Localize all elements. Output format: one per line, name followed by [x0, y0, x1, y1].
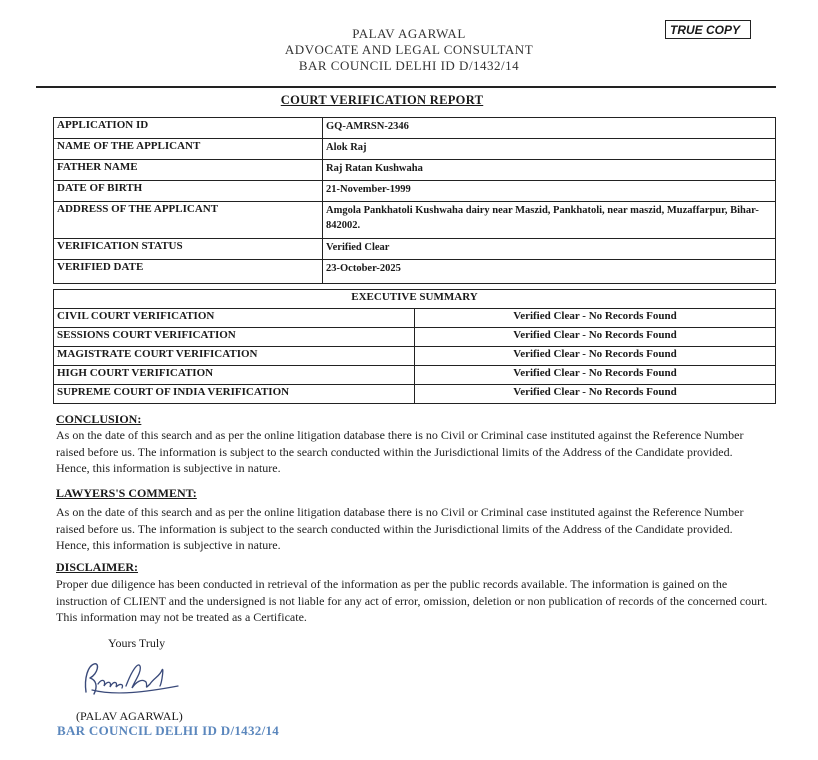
table-row: [54, 139, 776, 160]
court-label: HIGH COURT VERIFICATION: [54, 366, 415, 385]
detail-value: Raj Ratan Kushwaha: [323, 160, 776, 181]
signatory-bar-id: BAR COUNCIL DELHI ID D/1432/14: [57, 723, 280, 738]
table-row: [54, 202, 776, 239]
table-caption-row: [54, 290, 776, 309]
detail-label: NAME OF THE APPLICANT: [54, 139, 323, 160]
report-title: COURT VERIFICATION REPORT: [280, 93, 484, 107]
advocate-name: PALAV AGARWAL: [352, 26, 466, 41]
applicant-details-table: [53, 117, 776, 284]
court-result: Verified Clear - No Records Found: [415, 385, 776, 404]
table-row: [54, 260, 776, 284]
detail-label: FATHER NAME: [54, 160, 323, 181]
handwritten-signature: [76, 656, 186, 709]
detail-value: Alok Raj: [323, 139, 776, 160]
court-result: Verified Clear - No Records Found: [415, 328, 776, 347]
table-row: [54, 181, 776, 202]
detail-value: GQ-AMRSN-2346: [323, 118, 776, 139]
table-row: [54, 347, 776, 366]
detail-label: VERIFIED DATE: [54, 260, 323, 284]
summary-caption: EXECUTIVE SUMMARY: [54, 290, 776, 309]
detail-value: Amgola Pankhatoli Kushwaha dairy near Maszid, Pankhatoli, near maszid, Muzaffarpur, Bihar-842002.: [323, 202, 776, 239]
signatory-name: (PALAV AGARWAL): [76, 709, 183, 723]
table-row: [54, 366, 776, 385]
detail-value: 23-October-2025: [323, 260, 776, 284]
executive-summary-table: [53, 289, 776, 404]
detail-label: ADDRESS OF THE APPLICANT: [54, 202, 323, 239]
disclaimer-heading: DISCLAIMER:: [56, 560, 139, 574]
conclusion-text: As on the date of this search and as per the online litigation database there is no Civil or Criminal case instituted against the Reference Number raised before us. The information is subject to the search conducted within the Jurisdictional limits of the Address of the Candidate provided. Hence, this information is subjective in nature.: [56, 428, 744, 475]
advocate-role: ADVOCATE AND LEGAL CONSULTANT: [284, 42, 534, 57]
detail-value: 21-November-1999: [323, 181, 776, 202]
detail-label: APPLICATION ID: [54, 118, 323, 139]
closing-salutation: Yours Truly: [108, 636, 166, 650]
lawyers-comment-text: As on the date of this search and as per the online litigation database there is no Civil or Criminal case instituted against the Reference Number raised before us. The information is subject to the search conducted within the Jurisdictional limits of the Address of the Candidate provided. Hence, this information is subjective in nature.: [56, 505, 744, 552]
court-label: SESSIONS COURT VERIFICATION: [54, 328, 415, 347]
table-row: [54, 160, 776, 181]
true-copy-stamp: TRUE COPY: [665, 20, 751, 39]
detail-label: DATE OF BIRTH: [54, 181, 323, 202]
table-row: [54, 118, 776, 139]
court-result: Verified Clear - No Records Found: [415, 366, 776, 385]
conclusion-heading: CONCLUSION:: [56, 412, 142, 426]
table-row: [54, 239, 776, 260]
court-label: CIVIL COURT VERIFICATION: [54, 309, 415, 328]
table-row: [54, 328, 776, 347]
court-result: Verified Clear - No Records Found: [415, 347, 776, 366]
detail-value: Verified Clear: [323, 239, 776, 260]
court-label: MAGISTRATE COURT VERIFICATION: [54, 347, 415, 366]
detail-label: VERIFICATION STATUS: [54, 239, 323, 260]
letterhead-bar-id: BAR COUNCIL DELHI ID D/1432/14: [298, 58, 520, 73]
lawyers-comment-heading: LAWYERS'S COMMENT:: [56, 486, 197, 500]
table-row: [54, 385, 776, 404]
table-row: [54, 309, 776, 328]
court-label: SUPREME COURT OF INDIA VERIFICATION: [54, 385, 415, 404]
header-divider: [36, 86, 776, 88]
disclaimer-text: Proper due diligence has been conducted in retrieval of the information as per the public records available. The information is gained on the instruction of CLIENT and the undersigned is not liable for any act of error, omission, deletion or non publication of records of the concerned court. This information may not be treated as a Certificate.: [56, 577, 768, 624]
court-result: Verified Clear - No Records Found: [415, 309, 776, 328]
